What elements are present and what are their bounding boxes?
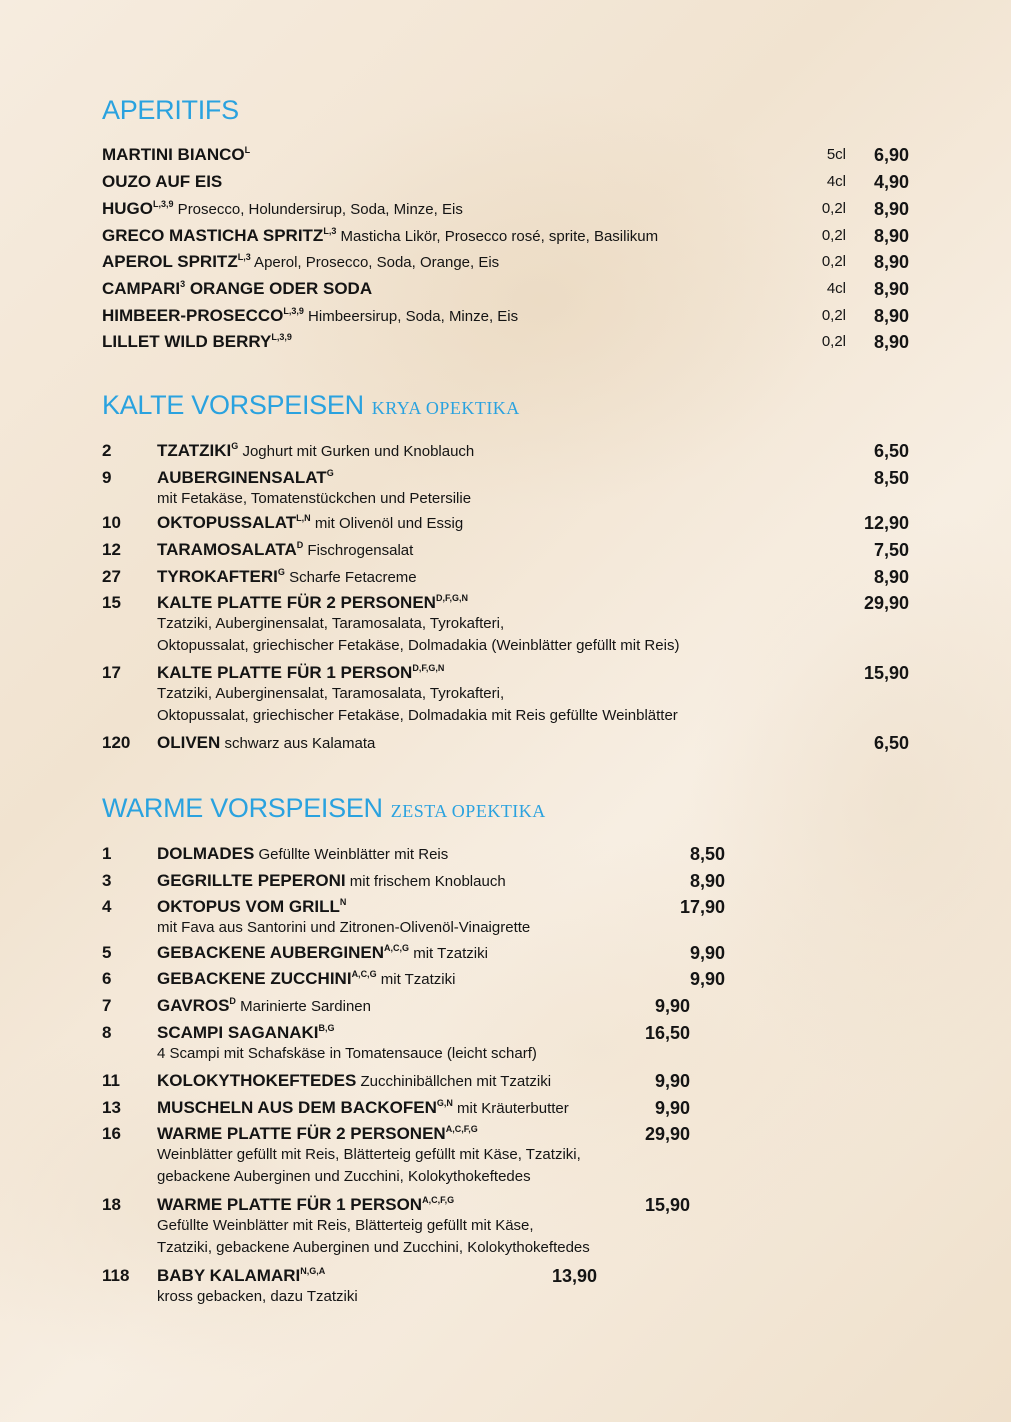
allergen-codes: A,C,G [384,943,410,953]
item-price: 8,90 [873,252,909,272]
aperitif-item [102,279,372,300]
allergen-codes: A,C,F,G [422,1195,455,1205]
item-description-line: mit Fetakäse, Tomatenstückchen und Petersilie [157,490,472,507]
item-name: WARME PLATTE FÜR 2 $PERSONEN^{A,C,F,G}$ [157,1124,478,1143]
allergen-codes: L,3,9 [153,199,174,209]
item-description-line: gebackene Auberginen und Zucchini, Kolokythokeftedes [157,1168,531,1185]
menu-item [157,871,506,892]
item-number: 8 [102,1023,112,1042]
item-description: mit Olivenöl und Essig [310,515,464,532]
item-price: 4,90 [873,172,909,192]
item-name: APEROL $SPRITZ^{L,3}$ [102,252,251,271]
menu-item [157,1266,325,1287]
item-volume: 0,2l [821,333,846,350]
warme-subtitle: ZESTA OPEKTIKA [390,801,546,821]
allergen-codes: N [339,897,347,907]
item-description: Masticha Likör, Prosecco rosé, sprite, Basilikum [336,228,659,245]
item-number: 11 [102,1071,120,1090]
item-name: GEBACKENE $ZUCCHINI^{A,C,G}$ [157,969,377,988]
item-price: 9,90 [654,1071,690,1091]
item-name: $TZATZIKI^G$ [157,441,239,460]
item-description-line: Tzatziki, Auberginensalat, Taramosalata, Tyrokafteri, [157,615,505,632]
item-name: $TYROKAFTERI^G$ [157,567,285,586]
item-description: Aperol, Prosecco, Soda, Orange, Eis [250,254,500,271]
menu-item [157,1195,454,1216]
menu-item [157,593,468,614]
item-volume: 0,2l [821,227,846,244]
item-price: 8,50 [689,844,725,864]
item-description-line: Gefüllte Weinblätter mit Reis, Blätterteig gefüllt mit Käse, [157,1217,534,1234]
item-number: 27 [102,567,121,586]
item-volume: 5cl [826,146,846,163]
item-number: 120 [102,733,131,752]
allergen-codes: G [231,441,239,451]
item-name: KOLOKYTHOKEFTEDES [157,1071,357,1090]
item-number: 4 [102,897,112,916]
item-number: 9 [102,468,112,487]
item-volume: 0,2l [821,307,846,324]
item-price: 17,90 [679,897,725,917]
item-price: 8,90 [873,567,909,587]
item-description-line: Tzatziki, gebackene Auberginen und Zucchini, Kolokythokeftedes [157,1239,590,1256]
allergen-codes: D,F,G,N [435,593,468,603]
item-price: 9,90 [654,996,690,1016]
item-name: LILLET WILD $BERRY^{L,3,9}$ [102,332,292,351]
item-description: Gefüllte Weinblätter mit Reis [254,846,449,863]
aperitif-item [102,306,518,327]
item-number: 10 [102,513,121,532]
allergen-codes: D [296,540,304,550]
item-price: 29,90 [644,1124,690,1144]
allergen-codes: L,3,9 [283,306,304,316]
aperitif-item [102,252,499,273]
allergen-codes: L,3 [237,252,251,262]
item-name: KALTE PLATTE FÜR 1 $PERSON^{D,F,G,N}$ [157,663,445,682]
allergen-codes: B,G [318,1023,335,1033]
allergen-codes: G [326,468,334,478]
warme-heading: WARME VORSPEISEN ZESTA OPEKTIKA [102,793,546,823]
item-name: HIMBEER-$PROSECCO^{L,3,9}$ [102,306,304,325]
item-price: 15,90 [644,1195,690,1215]
menu-item [157,733,375,754]
allergen-codes: L,N [296,513,311,523]
item-price: 16,50 [644,1023,690,1043]
item-number: 16 [102,1124,121,1143]
item-description-line: 4 Scampi mit Schafskäse in Tomatensauce (leicht scharf) [157,1045,537,1062]
item-price: 9,90 [689,943,725,963]
item-description: Prosecco, Holundersirup, Soda, Minze, Eis [173,201,463,218]
item-volume: 0,2l [821,253,846,270]
menu-item [157,844,448,865]
item-volume: 4cl [826,280,846,297]
item-name: GEBACKENE $AUBERGINEN^{A,C,G}$ [157,943,410,962]
item-description: schwarz aus Kalamata [220,735,376,752]
item-number: 5 [102,943,112,962]
item-number: 13 [102,1098,121,1117]
menu-item [157,513,463,534]
item-name: SCAMPI $SAGANAKI^{B,G}$ [157,1023,335,1042]
item-description-line: Weinblätter gefüllt mit Reis, Blätterteig gefüllt mit Käse, Tzatziki, [157,1146,581,1163]
item-price: 29,90 [863,593,909,613]
item-description: mit frischem Knoblauch [345,873,506,890]
item-description-line: Tzatziki, Auberginensalat, Taramosalata, Tyrokafteri, [157,685,505,702]
menu-item [157,996,371,1017]
item-description: Zucchinibällchen mit Tzatziki [356,1073,552,1090]
item-price: 6,50 [873,733,909,753]
item-number: 15 [102,593,121,612]
allergen-codes: A,C,G [351,969,377,979]
item-price: 15,90 [863,663,909,683]
aperitif-item [102,226,658,247]
item-description: mit Tzatziki [409,945,488,962]
item-name: MUSCHELN AUS DEM $BACKOFEN^{G,N}$ [157,1098,453,1117]
allergen-codes: G [277,567,285,577]
item-name: OKTOPUS VOM $GRILL^N$ [157,897,347,916]
item-price: 6,50 [873,441,909,461]
allergen-codes: D,F,G,N [412,663,445,673]
item-description: mit Kräuterbutter [452,1100,569,1117]
item-name: BABY $KALAMARI^{N,G,A}$ [157,1266,326,1285]
menu-item [157,1124,478,1145]
allergen-codes: N,G,A [300,1266,326,1276]
menu-item [157,441,474,462]
item-number: 2 [102,441,112,460]
item-name: GEGRILLTE PEPERONI [157,871,346,890]
item-name: $OKTOPUSSALAT^{L,N}$ [157,513,311,532]
item-number: 6 [102,969,112,988]
item-price: 8,90 [873,332,909,352]
item-price: 8,90 [873,306,909,326]
item-price: 6,90 [873,145,909,165]
item-name: OUZO AUF EIS [102,172,223,191]
item-name: OLIVEN [157,733,221,752]
item-number: 3 [102,871,112,890]
kalte-subtitle: KRYA OPEKTIKA [371,398,520,418]
menu-item [157,567,417,588]
item-name-suffix: ORANGE ODER SODA [185,279,373,298]
aperitif-item [102,332,292,353]
aperitifs-heading: APERITIFS [102,95,239,125]
item-name: CAMPARI$^3$ ORANGE ODER SODA [102,279,373,298]
item-number: 17 [102,663,121,682]
menu-item [157,969,455,990]
menu-item [157,1071,551,1092]
allergen-codes: L,3,9 [271,332,292,342]
item-number: 7 [102,996,112,1015]
item-price: 8,90 [873,279,909,299]
allergen-codes: L [244,145,251,155]
aperitif-item [102,172,222,193]
item-name: $AUBERGINENSALAT^G$ [157,468,334,487]
item-description: mit Tzatziki [376,971,456,988]
item-price: 13,90 [551,1266,597,1286]
menu-item [157,1023,335,1044]
item-description: Fischrogensalat [303,542,414,559]
item-description-line: kross gebacken, dazu Tzatziki [157,1288,358,1305]
allergen-codes: A,C,F,G [445,1124,478,1134]
item-description-line: Oktopussalat, griechischer Fetakäse, Dolmadakia mit Reis gefüllte Weinblätter [157,707,678,724]
item-number: 1 [102,844,112,863]
item-name: KALTE PLATTE FÜR 2 $PERSONEN^{D,F,G,N}$ [157,593,468,612]
item-price: 8,90 [689,871,725,891]
item-name: MARTINI $BIANCO^L$ [102,145,251,164]
kalte-heading: KALTE VORSPEISEN KRYA OPEKTIKA [102,390,520,420]
item-price: 9,90 [654,1098,690,1118]
menu-item [157,943,488,964]
item-description-line: mit Fava aus Santorini und Zitronen-Olivenöl-Vinaigrette [157,919,531,936]
item-volume: 4cl [826,173,846,190]
aperitif-item [102,199,463,220]
menu-item [157,897,346,918]
allergen-codes: 3 [180,279,186,289]
menu-item [157,663,444,684]
item-description-line: Oktopussalat, griechischer Fetakäse, Dolmadakia (Weinblätter gefüllt mit Reis) [157,637,680,654]
item-name: WARME PLATTE FÜR 1 $PERSON^{A,C,F,G}$ [157,1195,455,1214]
allergen-codes: D [229,996,236,1006]
item-description: Himbeersirup, Soda, Minze, Eis [303,308,519,325]
item-description: Scharfe Fetacreme [284,569,417,586]
item-number: 18 [102,1195,121,1214]
item-price: 7,50 [873,540,909,560]
menu-item [157,540,413,561]
item-name: GRECO MASTICHA $SPRITZ^{L,3}$ [102,226,337,245]
item-description: Marinierte Sardinen [235,998,371,1015]
item-number: 118 [102,1266,130,1285]
item-number: 12 [102,540,121,559]
item-price: 9,90 [689,969,725,989]
allergen-codes: G,N [436,1098,453,1108]
item-name: $HUGO^{L,3,9}$ [102,199,174,218]
item-name: $TARAMOSALATA^D$ [157,540,304,559]
aperitif-item [102,145,250,166]
item-price: 12,90 [863,513,909,533]
menu-item [157,1098,569,1119]
item-price: 8,90 [873,226,909,246]
allergen-codes: L,3 [323,226,337,236]
item-description: Joghurt mit Gurken und Knoblauch [238,443,475,460]
item-name: DOLMADES [157,844,255,863]
item-price: 8,50 [873,468,909,488]
menu-item [157,468,334,489]
item-price: 8,90 [873,199,909,219]
item-name: $GAVROS^D$ [157,996,236,1015]
item-volume: 0,2l [821,200,846,217]
